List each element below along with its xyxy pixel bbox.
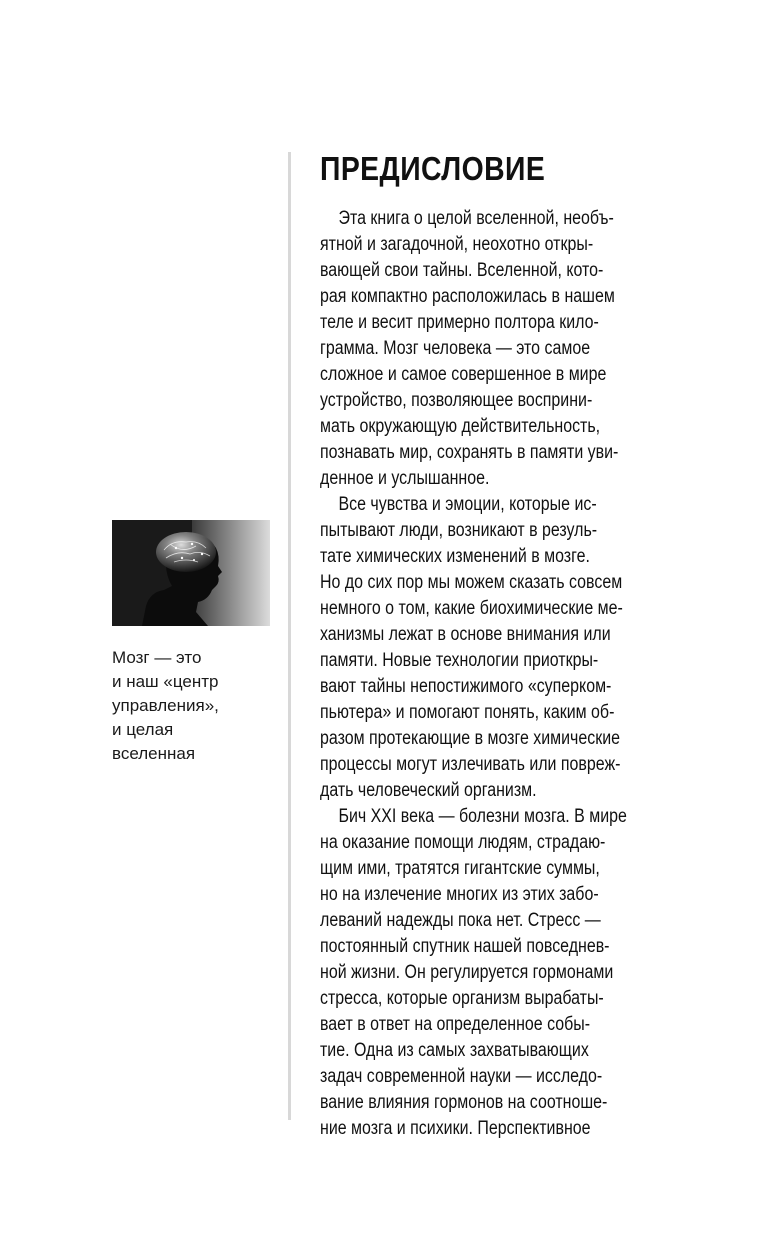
caption-line: и наш «центр <box>112 672 219 691</box>
text-line: процессы могут излечивать или повреж- <box>320 754 621 775</box>
text-line: сложное и самое совершенное в мире <box>320 364 607 385</box>
text-line: пытывают люди, возникают в резуль- <box>320 520 598 541</box>
text-line: теле и весит примерно полтора кило- <box>320 312 599 333</box>
text-line: Все чувства и эмоции, которые ис- <box>338 494 597 515</box>
caption-line: вселенная <box>112 744 196 763</box>
text-line: рая компактно расположилась в нашем <box>320 286 615 307</box>
text-line: Бич XXI века — болезни мозга. В мире <box>338 806 627 827</box>
caption-line: Мозг — это <box>112 648 202 667</box>
text-line: вают тайны непостижимого «суперком- <box>320 676 612 697</box>
caption-line: управления», <box>112 696 219 715</box>
text-line: ние мозга и психики. Перспективное <box>320 1118 591 1139</box>
column-divider <box>288 152 291 1120</box>
chapter-title: ПРЕДИСЛОВИЕ <box>320 150 546 187</box>
text-line: познавать мир, сохранять в памяти уви- <box>320 442 619 463</box>
text-line: немного о том, какие биохимические ме- <box>320 598 623 619</box>
text-line: грамма. Мозг человека — это самое <box>320 338 591 359</box>
text-line: памяти. Новые технологии приоткры- <box>320 650 599 671</box>
text-line: щим ими, тратятся гигантские суммы, <box>320 858 600 879</box>
text-line: стресса, которые организм вырабаты- <box>320 988 604 1009</box>
chapter-body <box>320 206 698 1142</box>
text-line: вает в ответ на определенное собы- <box>320 1014 591 1035</box>
text-line: мать окружающую действительность, <box>320 416 601 437</box>
paragraph <box>320 206 698 492</box>
text-line: разом протекающие в мозге химические <box>320 728 620 749</box>
text-line: Но до сих пор мы можем сказать совсем <box>320 572 623 593</box>
text-line: задач современной науки — исследо- <box>320 1066 603 1087</box>
text-line: леваний надежды пока нет. Стресс — <box>320 910 601 931</box>
text-line: ной жизни. Он регулируется гормонами <box>320 962 614 983</box>
text-line: тате химических изменений в мозге. <box>320 546 590 567</box>
text-line: устройство, позволяющее восприни- <box>320 390 593 411</box>
text-line: вающей свои тайны. Вселенной, кото- <box>320 260 604 281</box>
text-line: но на излечение многих из этих забо- <box>320 884 599 905</box>
paragraph <box>320 492 698 804</box>
text-line: тие. Одна из самых захватывающих <box>320 1040 589 1061</box>
caption-line: и целая <box>112 720 174 739</box>
text-line: денное и услышанное. <box>320 468 490 489</box>
text-line: постоянный спутник нашей повседнев- <box>320 936 610 957</box>
illustration-caption <box>112 646 272 766</box>
brain-head-illustration <box>112 520 270 626</box>
text-line: ятной и загадочной, неохотно откры- <box>320 234 594 255</box>
text-line: дать человеческий организм. <box>320 780 537 801</box>
sidebar <box>112 520 272 766</box>
text-line: ханизмы лежат в основе внимания или <box>320 624 611 645</box>
text-line: на оказание помощи людям, страдаю- <box>320 832 606 853</box>
paragraph <box>320 804 698 1142</box>
text-line: Эта книга о целой вселенной, необъ- <box>338 208 614 229</box>
text-line: пьютера» и помогают понять, каким об- <box>320 702 615 723</box>
text-line: вание влияния гормонов на соотноше- <box>320 1092 608 1113</box>
